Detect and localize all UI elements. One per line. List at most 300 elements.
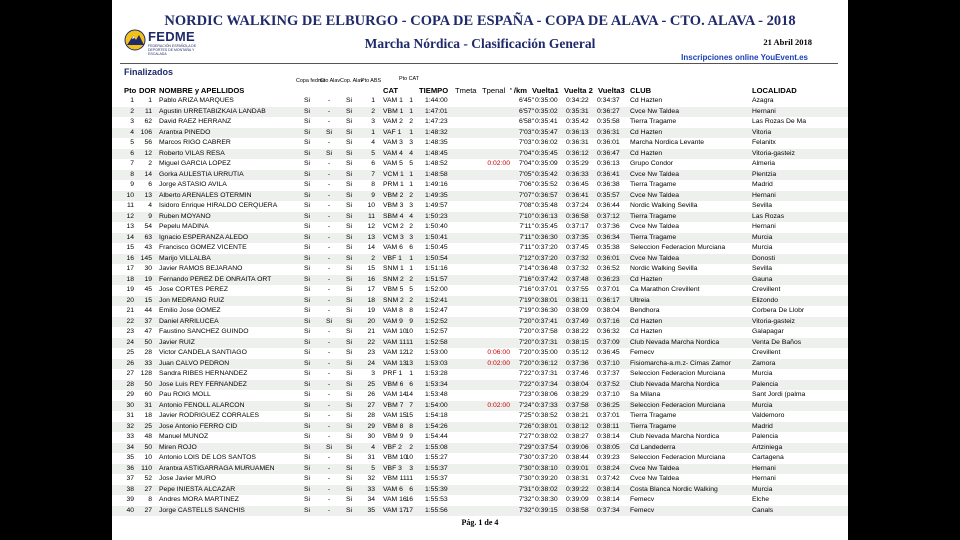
cell-ptocat: 1 — [409, 97, 413, 104]
cell-vuelta3: 0:36:13 — [597, 160, 620, 167]
cell-vuelta1: 0:37:58 — [535, 328, 558, 335]
cell-ptoabs: 20 — [367, 317, 375, 325]
cell-vuelta1: 0:35:02 — [535, 107, 558, 115]
cell-ptocat: 2 — [409, 191, 413, 199]
cell-localidad: Hernani — [752, 107, 776, 115]
cell-nombre: Miren ROJO — [159, 443, 197, 451]
cell-localidad: Corbera De Llobr — [752, 307, 805, 314]
cell-club: Cd Hazten — [630, 128, 663, 136]
cell-nombre: Jose CORTES PEREZ — [159, 286, 228, 293]
cell-vuelta2: 0:39:09 — [566, 496, 589, 503]
cell-cat: VAM 11 — [383, 338, 407, 346]
cell-club: Cd Landederra — [630, 443, 676, 451]
cell-dor: 110 — [141, 464, 152, 472]
cell-localidad: Murcia — [752, 401, 773, 409]
cell-dor: 50 — [144, 380, 152, 388]
cell-ptoabs: 3 — [371, 118, 375, 125]
cell-tiempo: 1:48:32 — [425, 128, 448, 136]
cell-dor: 1 — [148, 97, 152, 104]
cell-tiempo: 1:48:45 — [425, 149, 448, 157]
cell-club: Fisiomarcha-a.m.z- Cimas Zamor — [630, 359, 731, 367]
cell-vuelta1: 0:38:10 — [535, 464, 558, 472]
cell-localidad: Azagra — [752, 97, 774, 104]
cell-cop: Si — [345, 254, 353, 262]
cell-ptoabs: 14 — [367, 244, 375, 251]
cell-tiempo: 1:54:18 — [425, 412, 448, 419]
cell-ptocat: 3 — [409, 139, 413, 146]
cell-vuelta2: 0:36:41 — [566, 191, 589, 199]
cell-nombre: Pablo ARIZA MARQUES — [159, 97, 234, 104]
cell-club: Cvce Nw Taldea — [630, 254, 679, 262]
cell-km: 7'27" — [518, 433, 534, 440]
cell-club: Seleccion Federacion Murciana — [630, 401, 726, 409]
cell-dor: 6 — [148, 181, 152, 188]
cell-cat: VAM 14 — [383, 391, 407, 398]
cell-pto: 5 — [130, 139, 134, 146]
col-dor: DOR — [139, 86, 156, 95]
cell-km: 7'07" — [518, 191, 534, 199]
cell-cto: - — [327, 475, 331, 482]
cell-vuelta1: 0:37:41 — [535, 317, 558, 325]
cell-km: 7'24" — [518, 401, 534, 409]
cell-cat: VAM 9 — [383, 317, 403, 325]
cell-km: 7'08" — [518, 202, 534, 209]
cell-tiempo: 1:53:48 — [425, 391, 448, 398]
cell-cop: Si — [345, 443, 353, 451]
cell-club: Cvce Nw Taldea — [630, 464, 679, 472]
cell-nombre: Faustino SANCHEZ GUINDO — [159, 328, 249, 335]
cell-vuelta1: 0:35:00 — [535, 97, 558, 104]
cell-vuelta2: 0:39:22 — [566, 485, 589, 493]
cell-dor: 18 — [144, 412, 152, 419]
cell-cto: - — [327, 328, 331, 335]
results-table — [112, 96, 848, 516]
cell-nombre: Sandra RIBES HERNANDEZ — [159, 370, 248, 377]
cell-copa: Si — [303, 464, 311, 472]
cell-ptocat: 1 — [409, 254, 413, 262]
cell-pto: 2 — [130, 107, 134, 115]
cell-cat: VCM 2 — [383, 223, 404, 230]
cell-cat: SNM 2 — [383, 296, 404, 304]
cell-ptocat: 10 — [405, 454, 413, 461]
col-vuelta3: Vuelta3 — [598, 86, 625, 95]
cell-cop: Si — [345, 191, 353, 199]
cell-vuelta2: 0:37:48 — [566, 275, 589, 283]
cell-copa: Si — [303, 307, 311, 314]
cell-nombre: Roberto VILAS RESA — [159, 149, 225, 157]
cell-ptoabs: 30 — [367, 433, 375, 440]
cell-vuelta2: 0:39:01 — [566, 464, 589, 472]
cell-vuelta1: 0:37:34 — [535, 380, 558, 388]
cell-vuelta2: 0:38:27 — [566, 433, 589, 440]
cell-club: Club Nevada Marcha Nordica — [630, 433, 720, 440]
cell-club: Tierra Tragame — [630, 118, 677, 125]
cell-pto: 25 — [126, 349, 134, 356]
cell-nombre: Marcos RIGO CABRER — [159, 139, 231, 146]
cell-localidad: Murcia — [752, 485, 773, 493]
page-number: Pág. 1 de 4 — [461, 518, 499, 527]
cell-cto: - — [327, 286, 331, 293]
cell-club: Cvce Nw Taldea — [630, 107, 679, 115]
cell-nombre: Jose Javier MURO — [159, 475, 217, 482]
cell-localidad: Murcia — [752, 370, 773, 377]
cell-dor: 47 — [144, 328, 152, 335]
cell-tiempo: 1:44:00 — [425, 97, 448, 104]
cell-nombre: Francisco GOMEZ VICENTE — [159, 244, 247, 251]
cell-club: Femecv — [630, 496, 655, 503]
cell-cto: - — [327, 118, 331, 125]
cell-ptocat: 8 — [409, 422, 413, 430]
table-row — [112, 275, 848, 286]
cell-localidad: Valdemoro — [752, 412, 785, 419]
cell-cto: - — [327, 181, 331, 188]
cell-cop: Si — [345, 380, 353, 388]
cell-cat: VAM 6 — [383, 485, 403, 493]
cell-vuelta3: 0:37:10 — [597, 359, 620, 367]
cell-nombre: Gorka AULESTIA URRUTIA — [159, 170, 244, 178]
cell-km: 7'32" — [518, 506, 534, 514]
cell-ptoabs: 33 — [367, 485, 375, 493]
cell-localidad: Artziniega — [752, 443, 783, 451]
inscripciones-link[interactable]: Inscripciones online YouEvent.es — [681, 53, 808, 62]
cell-localidad: Madrid — [752, 422, 773, 430]
col-tpenal: Tpenal — [482, 86, 506, 95]
cell-copa: Si — [303, 212, 311, 220]
cell-vuelta3: 0:37:09 — [597, 338, 620, 346]
cell-ptocat: 4 — [409, 212, 413, 220]
cell-dor: 19 — [144, 275, 152, 283]
cell-ptoabs: 15 — [367, 265, 375, 272]
cell-club: Seleccion Federacion Murciana — [630, 454, 726, 461]
cell-pto: 14 — [126, 233, 134, 241]
cell-cat: VBM 3 — [383, 202, 404, 209]
cell-km: 7'04" — [518, 160, 534, 167]
cell-vuelta1: 0:36:57 — [535, 191, 558, 199]
cell-cop: Si — [345, 401, 353, 409]
cell-localidad: Sant Jordi (palma — [752, 391, 806, 398]
cell-ptoabs: 1 — [371, 128, 375, 136]
cell-vuelta3: 0:36:34 — [597, 233, 620, 241]
cell-dor: 60 — [144, 391, 152, 398]
table-row — [112, 180, 848, 191]
table-row — [112, 432, 848, 443]
cell-ptocat: 1 — [409, 181, 413, 188]
cell-vuelta3: 0:35:38 — [597, 244, 620, 251]
cell-cop: Si — [345, 454, 353, 461]
table-row — [112, 464, 848, 475]
cell-pto: 23 — [126, 328, 134, 335]
cell-ptocat: 3 — [409, 464, 413, 472]
cell-dor: 27 — [144, 506, 152, 514]
cell-ptoabs: 34 — [367, 496, 375, 503]
cell-nombre: Manuel MUÑOZ — [159, 433, 209, 440]
cell-ptocat: 16 — [405, 496, 413, 503]
cell-tiempo: 1:50:41 — [425, 233, 448, 241]
cell-pto: 6 — [130, 149, 134, 157]
cell-km: 7'30" — [518, 454, 534, 461]
cell-cto: - — [327, 307, 331, 314]
cell-cop: Si — [345, 160, 353, 167]
cell-tiempo: 1:50:45 — [425, 244, 448, 251]
table-row — [112, 170, 848, 181]
cell-nombre: Antonio FENOLL ALARCON — [159, 401, 245, 409]
cell-vuelta3: 0:36:01 — [597, 254, 620, 262]
cell-ptoabs: 7 — [371, 170, 375, 178]
cell-copa: Si — [303, 223, 311, 230]
cell-localidad: Zamora — [752, 359, 776, 367]
cell-nombre: Javier RAMOS BEJARANO — [159, 265, 243, 272]
cell-localidad: Las Rozas — [752, 212, 785, 220]
cell-localidad: Elizondo — [752, 296, 779, 304]
cell-cto: - — [327, 485, 331, 493]
cell-club: Tierra Tragame — [630, 412, 677, 419]
cell-vuelta1: 0:35:42 — [535, 170, 558, 178]
cell-cop: Si — [345, 422, 353, 430]
cell-km: 7'06" — [518, 181, 534, 188]
cell-copa: Si — [303, 317, 311, 325]
cell-dor: 8 — [148, 496, 152, 503]
cell-cop: Si — [345, 475, 353, 482]
cell-cop: Si — [345, 412, 353, 419]
cell-copa: Si — [303, 433, 311, 440]
cell-cat: SNM 2 — [383, 275, 404, 283]
col-ptocat: Pto CAT — [399, 76, 419, 82]
cell-vuelta3: 0:37:01 — [597, 286, 620, 293]
cell-vuelta2: 0:38:15 — [566, 338, 589, 346]
cell-nombre: Isidoro Enrique HIRALDO CERQUERA — [159, 202, 278, 209]
cell-cat: PRM 1 — [383, 181, 404, 188]
cell-nombre: Pepelu MADINA — [159, 223, 209, 230]
cell-vuelta1: 0:35:09 — [535, 160, 558, 167]
cell-cop: Si — [345, 233, 353, 241]
cell-ptocat: 3 — [409, 202, 413, 209]
cell-vuelta1: 0:39:15 — [535, 506, 558, 514]
logo-subtext: FEDERACIÓN ESPAÑOLA DE DEPORTES DE MONTAÑA Y ESCALADA — [148, 44, 197, 56]
cell-cop: Si — [345, 107, 353, 115]
cell-vuelta3: 0:36:44 — [597, 202, 620, 209]
cell-vuelta2: 0:38:11 — [566, 296, 589, 304]
cell-tiempo: 1:54:26 — [425, 422, 448, 430]
cell-km: 6'45" — [518, 97, 534, 104]
cell-cto: - — [327, 359, 331, 367]
cell-cat: VAM 13 — [383, 359, 407, 367]
cell-dor: 11 — [144, 107, 152, 115]
cell-pto: 11 — [126, 202, 134, 209]
cell-cto: - — [327, 391, 331, 398]
cell-ptoabs: 29 — [367, 422, 375, 430]
cell-cto: - — [327, 401, 331, 409]
cell-tiempo: 1:55:27 — [425, 454, 448, 461]
table-row — [112, 243, 848, 254]
cell-dor: 33 — [144, 359, 152, 367]
cell-pto: 32 — [126, 422, 134, 430]
cell-ptocat: 2 — [409, 443, 413, 451]
col-tmeta: Tmeta — [455, 86, 477, 95]
cell-cto: - — [327, 506, 331, 514]
table-row — [112, 306, 848, 317]
cell-copa: Si — [303, 349, 311, 356]
cell-pto: 1 — [130, 97, 134, 104]
cell-ptoabs: 6 — [371, 160, 375, 167]
cell-club: Cd Hazten — [630, 328, 663, 335]
cell-cto: - — [327, 160, 331, 167]
cell-cop: Si — [345, 139, 353, 146]
table-row — [112, 411, 848, 422]
cell-vuelta2: 0:38:09 — [566, 307, 589, 314]
cell-cto: - — [327, 496, 331, 503]
cell-km: 7'10" — [518, 212, 534, 220]
cell-vuelta2: 0:38:29 — [566, 391, 589, 398]
cell-cop: Si — [345, 170, 353, 178]
table-row — [112, 107, 848, 118]
cell-dor: 10 — [144, 454, 152, 461]
cell-cat: VAM 5 — [383, 160, 403, 167]
cell-vuelta1: 0:35:52 — [535, 181, 558, 188]
cell-vuelta1: 0:35:48 — [535, 202, 558, 209]
cell-nombre: Arantxa PINEDO — [159, 128, 211, 136]
cell-localidad: Gauna — [752, 275, 773, 283]
cell-ptoabs: 11 — [367, 212, 375, 220]
cell-ptocat: 10 — [405, 328, 413, 335]
cell-vuelta3: 0:39:23 — [597, 454, 620, 461]
cell-dor: 25 — [144, 422, 152, 430]
cell-vuelta3: 0:37:52 — [597, 380, 620, 388]
cell-nombre: Juan CALVO PEDRON — [159, 359, 230, 367]
cell-dor: 14 — [144, 170, 152, 178]
cell-dor: 30 — [144, 265, 152, 272]
cell-nombre: Javier RUIZ — [159, 338, 195, 346]
cell-localidad: Hernani — [752, 475, 776, 482]
cell-nombre: Fernando PEREZ DE ONRAITA ORT — [159, 275, 272, 283]
table-row — [112, 285, 848, 296]
cell-tiempo: 1:53:00 — [425, 349, 448, 356]
cell-club: Cvce Nw Taldea — [630, 191, 679, 199]
cell-tiempo: 1:47:23 — [425, 118, 448, 125]
cell-cop: Si — [345, 359, 353, 367]
cell-vuelta1: 0:37:54 — [535, 443, 558, 451]
cell-copa: Si — [303, 380, 311, 388]
cell-pto: 9 — [130, 181, 134, 188]
cell-dor: 15 — [144, 296, 152, 304]
cell-vuelta2: 0:37:45 — [566, 244, 589, 251]
cell-copa: Si — [303, 265, 311, 272]
cell-cop: Si — [345, 202, 353, 209]
cell-dor: 50 — [144, 338, 152, 346]
document-title: NORDIC WALKING DE ELBURGO - COPA DE ESPAÑA - COPA DE ALAVA - CTO. ALAVA - 2018 — [164, 13, 796, 29]
cell-cop: Si — [345, 391, 353, 398]
cell-nombre: Pau ROIG MOLL — [159, 391, 211, 398]
cell-cat: VAM 6 — [383, 244, 403, 251]
cell-ptocat: 17 — [405, 506, 413, 514]
cell-ptocat: 9 — [409, 433, 413, 440]
cell-ptoabs: 5 — [371, 464, 375, 472]
cell-nombre: Jorge ASTASIO AVILA — [159, 181, 227, 188]
cell-cat: VCM 1 — [383, 170, 404, 178]
cell-club: Ultreia — [630, 296, 650, 304]
table-row — [112, 296, 848, 307]
cell-ptocat: 13 — [405, 359, 413, 367]
cell-ptoabs: 3 — [371, 370, 375, 377]
cell-vuelta3: 0:38:14 — [597, 433, 620, 440]
cell-copa: Si — [303, 244, 311, 251]
cell-club: Seleccion Federacion Murciana — [630, 370, 726, 377]
cell-cat: VAM 3 — [383, 139, 403, 146]
cell-ptocat: 11 — [405, 338, 413, 346]
cell-vuelta2: 0:38:04 — [566, 380, 589, 388]
cell-km: 7'22" — [518, 380, 534, 388]
cell-ptoabs: 31 — [367, 454, 375, 461]
cell-vuelta1: 0:36:02 — [535, 139, 558, 146]
section-title: Finalizados — [124, 67, 174, 77]
table-row — [112, 159, 848, 170]
cell-vuelta1: 0:37:20 — [535, 244, 558, 251]
cell-km: 7'05" — [518, 170, 534, 178]
cell-km: 7'23" — [518, 391, 534, 398]
cell-cto: - — [327, 380, 331, 388]
cell-pto: 36 — [126, 464, 134, 472]
table-row — [112, 117, 848, 128]
cell-ptoabs: 24 — [367, 359, 375, 367]
cell-cop: Si — [345, 118, 353, 125]
cell-vuelta1: 0:37:42 — [535, 275, 558, 283]
cell-vuelta3: 0:36:52 — [597, 265, 620, 272]
cell-cat: VBF 3 — [383, 464, 402, 472]
cell-dor: 4 — [148, 202, 152, 209]
cell-localidad: Galapagar — [752, 328, 784, 335]
cell-copa: Si — [303, 338, 311, 346]
cell-km: 7'11" — [519, 233, 534, 241]
cell-km: 7'11" — [519, 223, 534, 230]
cell-dor: 13 — [144, 191, 152, 199]
cell-cop: Si — [345, 433, 353, 440]
cell-ptocat: 2 — [409, 223, 413, 230]
cell-ptoabs: 28 — [367, 412, 375, 419]
cell-copa: Si — [303, 160, 311, 167]
cell-copa: Si — [303, 370, 311, 377]
cell-copa: Si — [303, 181, 311, 188]
cell-localidad: Venta De Baños — [752, 338, 802, 346]
cell-cop: Si — [345, 286, 353, 293]
cell-ptocat: 3 — [409, 233, 413, 241]
cell-cto: - — [327, 370, 331, 377]
cell-tiempo: 1:50:23 — [425, 212, 448, 220]
cell-tiempo: 1:55:39 — [425, 485, 448, 493]
cell-copa: Si — [303, 422, 311, 430]
cell-cat: VCM 3 — [383, 233, 404, 241]
cell-vuelta1: 0:37:01 — [535, 286, 558, 293]
cell-ptoabs: 22 — [367, 338, 375, 346]
cell-vuelta2: 0:37:35 — [566, 233, 589, 241]
cell-cop: Si — [345, 244, 353, 251]
cell-vuelta1: 0:36:48 — [535, 265, 558, 272]
cell-cat: VBF 1 — [383, 254, 402, 262]
cell-localidad: Madrid — [752, 181, 773, 188]
cell-copa: Si — [303, 107, 311, 115]
cell-vuelta2: 0:35:31 — [566, 107, 589, 115]
cell-copa: Si — [303, 296, 311, 304]
document-subtitle: Marcha Nórdica - Clasificación General — [364, 36, 596, 51]
cell-cat: VBM 2 — [383, 191, 404, 199]
cell-km: 7'14" — [518, 265, 534, 272]
cell-cop: Si — [345, 328, 353, 335]
cell-ptocat: 12 — [405, 349, 413, 356]
cell-club: Tierra Tragame — [630, 422, 677, 430]
cell-club: Cvce Nw Taldea — [630, 475, 679, 482]
cell-cop: Si — [345, 265, 353, 272]
cell-dor: 62 — [144, 118, 152, 125]
cell-copa: Si — [303, 391, 311, 398]
col-km: ' /km — [510, 86, 528, 95]
